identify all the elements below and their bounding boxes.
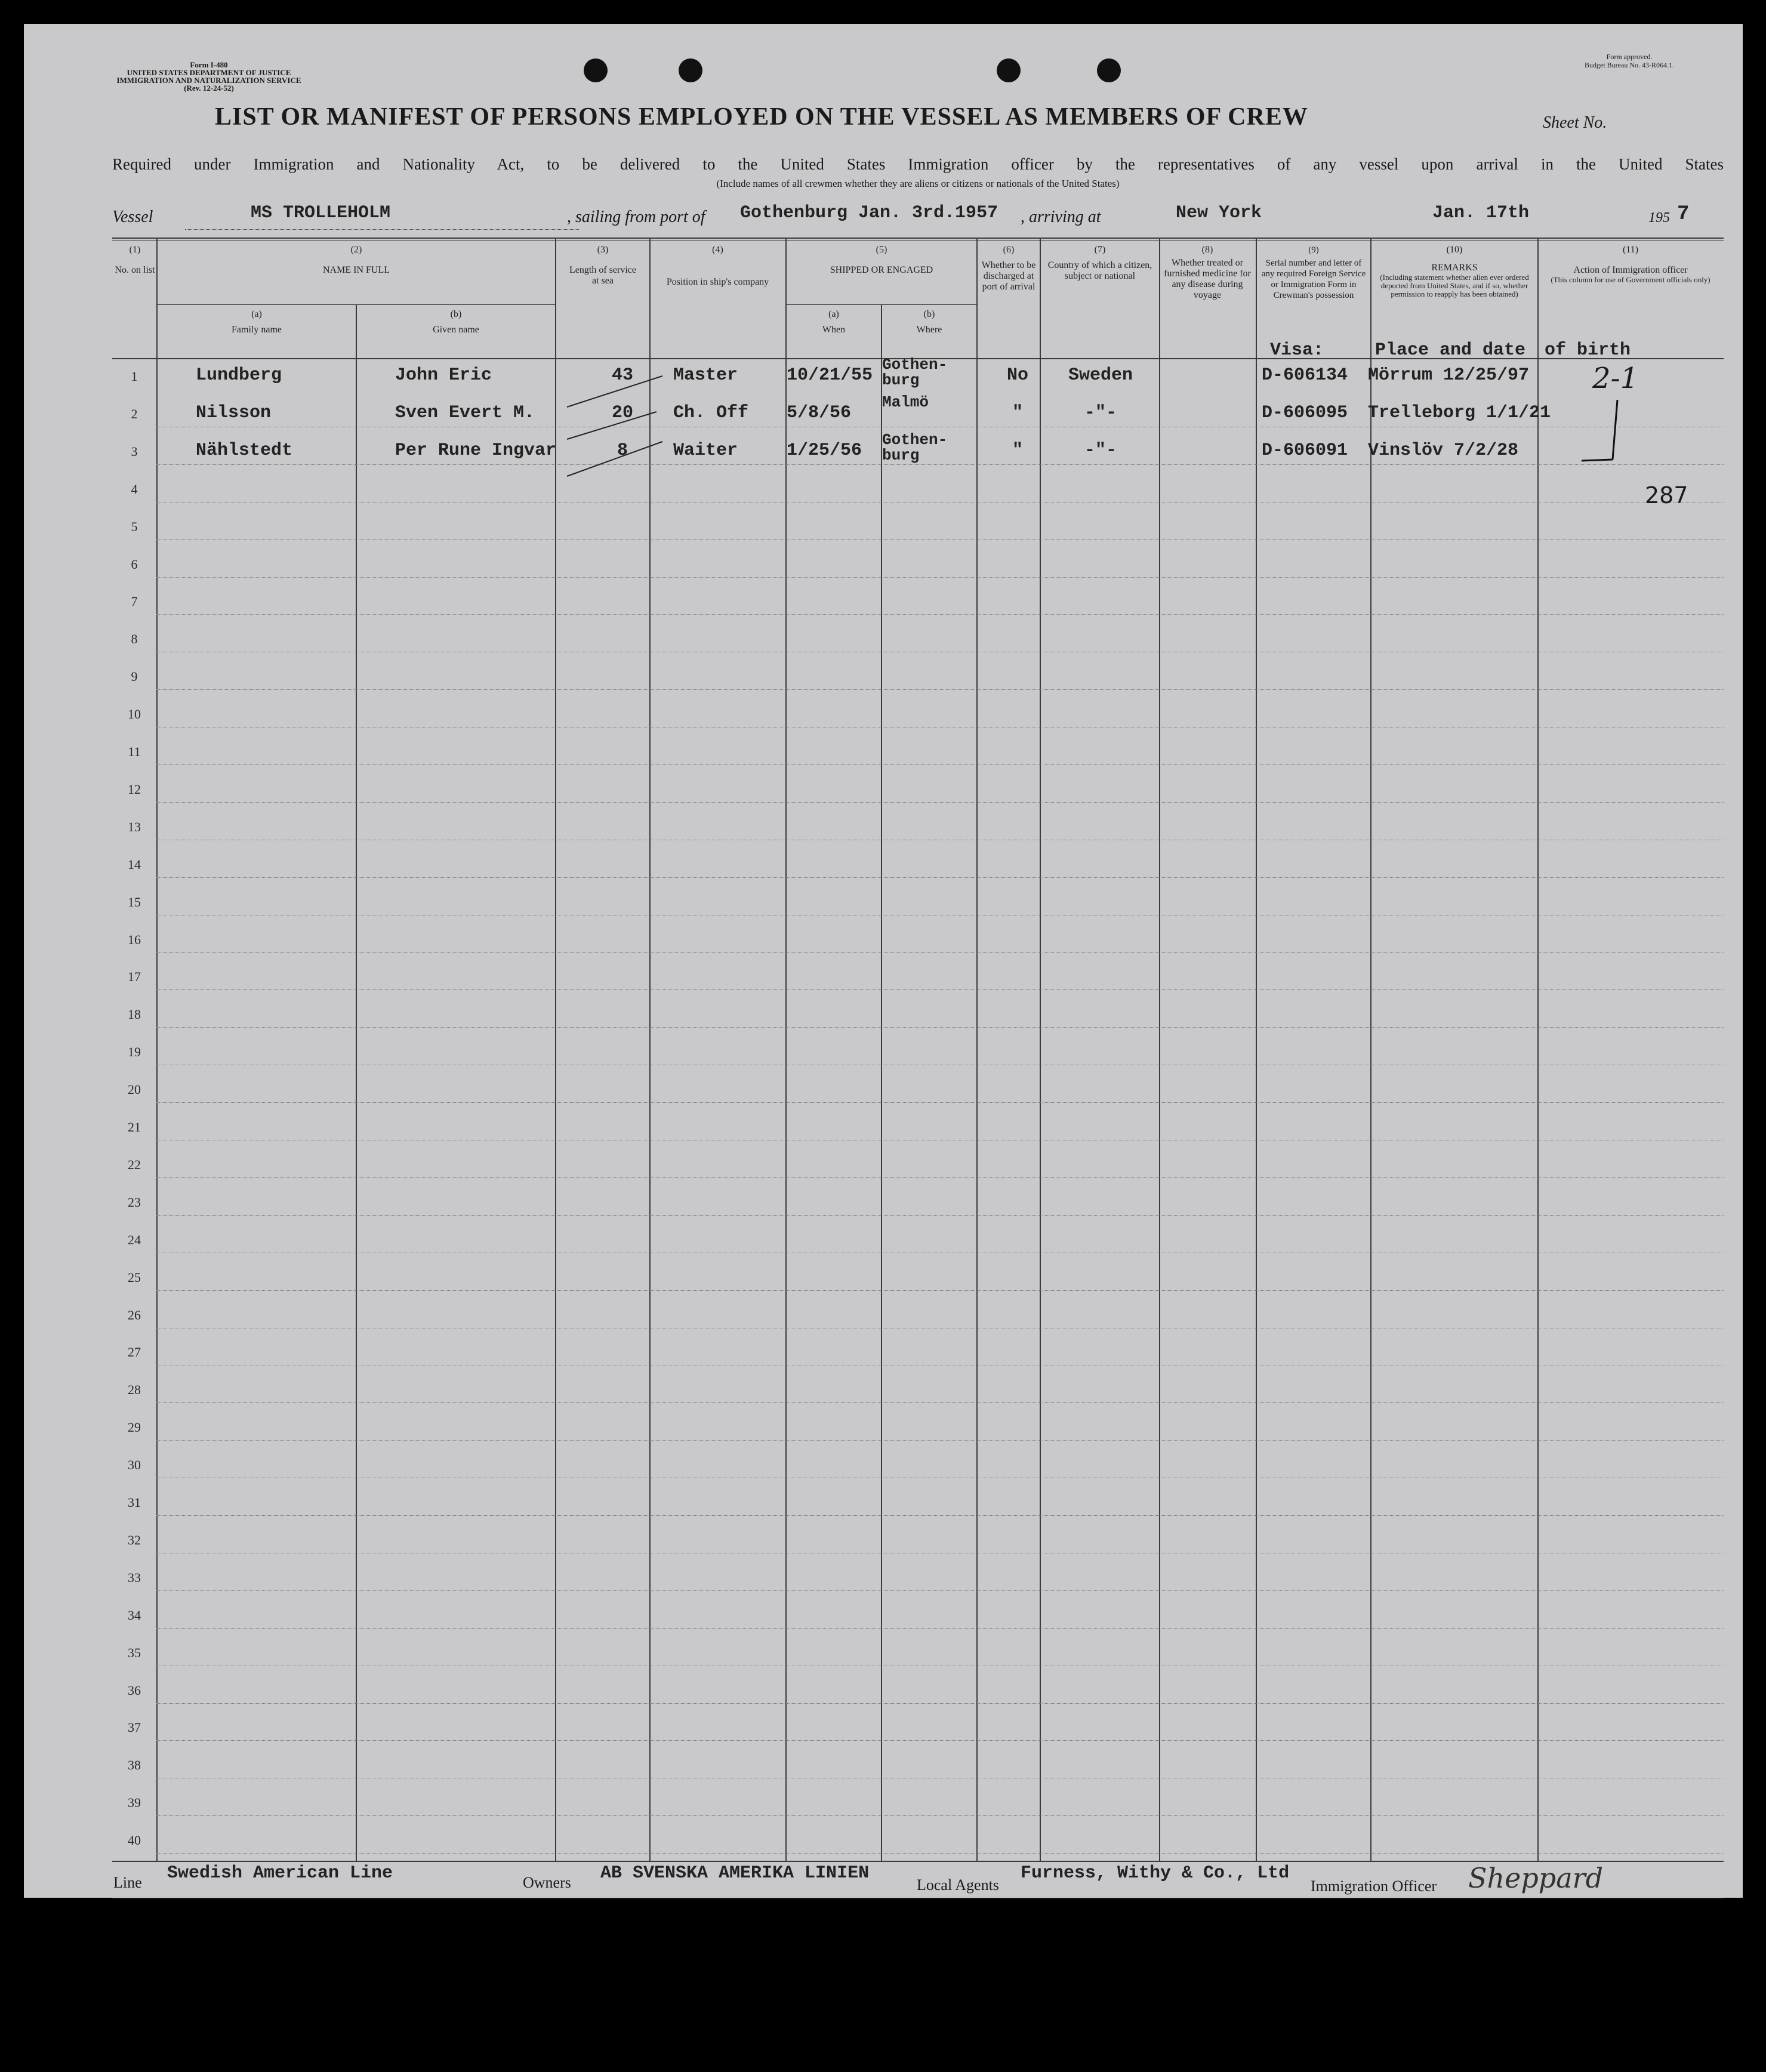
row-number: 40 [128, 1833, 141, 1848]
row-number: 14 [128, 856, 141, 872]
crew-family: Nählstedt [196, 440, 293, 461]
crew-country: -"- [1084, 440, 1117, 461]
row-number: 3 [131, 443, 138, 459]
row-number: 6 [131, 556, 138, 572]
row-rule [156, 1703, 1724, 1704]
crew-when: 1/25/56 [787, 440, 862, 461]
col-header-remarks: (10) REMARKS (Including statement whether alien ever ordered deported from United States, and if so, whether permission to reapply has been obtained) [1380, 245, 1529, 298]
crew-visa: D-606134 [1262, 365, 1348, 386]
crew-discharged: " [1012, 402, 1023, 423]
crew-country: -"- [1084, 402, 1117, 423]
crew-family: Lundberg [196, 365, 282, 386]
crew-length: 43 [611, 365, 633, 386]
col-header-treated: (8) Whether treated or furnished medicine for any disease during voyage [1164, 245, 1251, 300]
shipped-subdivider [785, 304, 976, 305]
row-number: 2 [131, 406, 138, 421]
arriving-port: New York [1176, 203, 1262, 223]
year-digit: 7 [1677, 203, 1690, 226]
row-number: 4 [131, 481, 138, 497]
crew-where: Malmö [882, 393, 929, 411]
col-header-where: (b) Where [916, 309, 942, 335]
year-prefix: 195 [1648, 210, 1670, 226]
officer-label: Immigration Officer [1311, 1877, 1437, 1895]
row-rule [156, 877, 1724, 878]
row-number: 13 [128, 819, 141, 834]
col-header-length: (3) Length of service at sea [569, 245, 636, 286]
row-rule [156, 577, 1724, 578]
row-rule [156, 1177, 1724, 1178]
page-title: LIST OR MANIFEST OF PERSONS EMPLOYED ON THE VESSEL AS MEMBERS OF CREW [215, 103, 1308, 131]
vessel-label: Vessel [112, 208, 153, 226]
row-number: 11 [128, 744, 141, 759]
crew-where: Gothen- burg [882, 430, 948, 464]
row-number: 5 [131, 519, 138, 534]
handwritten-page-number: 287 [1645, 482, 1688, 508]
line-label: Line [113, 1874, 142, 1891]
table-top-rule [112, 238, 1724, 239]
col-header-family-name: (a) Family name [232, 309, 282, 335]
agents-value: Furness, Withy & Co., Ltd [1021, 1863, 1290, 1883]
row-rule [156, 1815, 1724, 1816]
owners-label: Owners [523, 1874, 571, 1891]
row-number: 30 [128, 1457, 141, 1473]
handwritten-bracket [1576, 394, 1647, 477]
row-number: 20 [128, 1082, 141, 1097]
col-header-name: (2) NAME IN FULL [323, 245, 390, 275]
row-rule [156, 1740, 1724, 1741]
include-text: (Include names of all crewmen whether they are aliens or citizens or nationals of the United States) [716, 178, 1120, 189]
col-header-position: (4) Position in ship's company [666, 245, 769, 287]
row-number: 39 [128, 1795, 141, 1811]
col-header-action: (11) Action of Immigration officer (This column for use of Government officials only) [1551, 245, 1710, 284]
form-approval [1552, 53, 1707, 69]
col-header-discharged: (6) Whether to be discharged at port of arrival [981, 245, 1036, 292]
col-header-shipped: (5) SHIPPED OR ENGAGED [830, 245, 933, 275]
crew-given: John Eric [395, 365, 492, 386]
officer-signature: Sheppard [1468, 1862, 1604, 1894]
row-number: 29 [128, 1420, 141, 1435]
row-number: 10 [128, 707, 141, 722]
row-number: 31 [128, 1495, 141, 1510]
arrival-date: Jan. 17th [1432, 203, 1530, 223]
row-rule [156, 1853, 1724, 1854]
row-number: 8 [131, 631, 138, 647]
row-number: 23 [128, 1194, 141, 1210]
row-number: 26 [128, 1307, 141, 1322]
manifest-sheet [24, 24, 1743, 1898]
typed-header-action: of birth [1545, 340, 1631, 360]
form-service: IMMIGRATION AND NATURALIZATION SERVICE [116, 76, 301, 85]
crew-position: Waiter [673, 440, 738, 461]
col-header-when: (a) When [822, 309, 846, 335]
required-text: Required under Immigration and Nationality Act, to be delivered to the United States Immigration officer by the representatives of any vessel upon arrival in the United States [112, 155, 1724, 173]
row-number: 27 [128, 1345, 141, 1360]
crew-remarks: Mörrum 12/25/97 [1368, 365, 1530, 386]
row-rule [156, 952, 1724, 953]
form-revision: (Rev. 12-24-52) [184, 84, 234, 92]
crew-remarks: Trelleborg 1/1/21 [1368, 402, 1551, 423]
row-rule [156, 1215, 1724, 1216]
row-number: 19 [128, 1044, 141, 1060]
row-rule [156, 764, 1724, 765]
crew-length: 20 [611, 402, 633, 423]
row-rule [156, 614, 1724, 615]
form-info [107, 61, 310, 92]
row-number: 25 [128, 1269, 141, 1285]
crew-when: 10/21/55 [787, 365, 873, 386]
owners-value: AB SVENSKA AMERIKA LINIEN [600, 1863, 870, 1883]
typed-header-visa: Visa: [1270, 340, 1324, 360]
row-rule [156, 1027, 1724, 1028]
length-strike-marks [555, 370, 674, 501]
row-number: 36 [128, 1682, 141, 1698]
crew-visa: D-606091 [1262, 440, 1348, 461]
crew-position: Ch. Off [673, 402, 749, 423]
row-number: 7 [131, 594, 138, 609]
vessel-underline [185, 229, 579, 230]
crew-discharged: No [1006, 365, 1028, 386]
punch-hole [1097, 58, 1121, 82]
row-number: 17 [128, 969, 141, 985]
crew-visa: D-606095 [1262, 402, 1348, 423]
col-header-given-name: (b) Given name [433, 309, 479, 335]
row-number: 33 [128, 1570, 141, 1585]
row-number: 38 [128, 1758, 141, 1773]
crew-given: Per Rune Ingvar [395, 440, 557, 461]
row-rule [156, 1440, 1724, 1441]
row-number: 37 [128, 1720, 141, 1735]
row-number: 1 [131, 369, 138, 384]
row-number: 35 [128, 1645, 141, 1660]
row-rule [156, 1402, 1724, 1403]
row-number: 16 [128, 932, 141, 947]
budget-bureau: Budget Bureau No. 43-R064.1. [1585, 61, 1674, 69]
row-number: 24 [128, 1232, 141, 1247]
crew-family: Nilsson [196, 402, 272, 423]
row-number: 21 [128, 1120, 141, 1134]
col-header-no: (1) No. on list [115, 245, 155, 275]
row-number: 9 [131, 669, 138, 684]
crew-discharged: " [1012, 440, 1023, 461]
crew-country: Sweden [1068, 365, 1133, 386]
agents-label: Local Agents [917, 1876, 999, 1894]
crew-when: 5/8/56 [787, 402, 852, 423]
crew-position: Master [673, 365, 738, 386]
row-rule [156, 464, 1724, 465]
arriving-label: , arriving at [1021, 208, 1101, 226]
punch-hole [997, 58, 1021, 82]
row-number: 34 [128, 1607, 141, 1623]
row-rule [156, 689, 1724, 690]
name-subdivider [156, 304, 555, 305]
row-rule [156, 1628, 1724, 1629]
crew-table-body [112, 356, 1724, 1861]
crew-length: 8 [617, 440, 628, 461]
crew-where: Gothen- burg [882, 356, 948, 389]
handwritten-action-mark: 2-1 [1592, 362, 1639, 395]
row-rule [156, 989, 1724, 990]
row-number: 28 [128, 1382, 141, 1398]
row-rule [156, 539, 1724, 540]
row-number: 32 [128, 1532, 141, 1547]
row-number: 15 [128, 894, 141, 909]
row-rule [156, 1515, 1724, 1516]
sailing-label: , sailing from port of [567, 208, 705, 226]
punch-hole [679, 58, 702, 82]
row-number: 18 [128, 1007, 141, 1022]
row-rule [156, 802, 1724, 803]
form-number: Form I-480 [190, 60, 228, 69]
form-approved: Form approved. [1606, 53, 1653, 61]
row-rule [156, 1590, 1724, 1591]
line-value: Swedish American Line [167, 1863, 393, 1883]
punch-hole [584, 58, 608, 82]
sheet-number-label: Sheet No. [1543, 113, 1607, 132]
crew-given: Sven Evert M. [395, 402, 535, 423]
row-number: 22 [128, 1157, 141, 1172]
sailing-port: Gothenburg Jan. 3rd.1957 [740, 203, 998, 223]
vessel-name: MS TROLLEHOLM [251, 203, 391, 223]
col-header-country: (7) Country of which a citizen, subject or national [1047, 245, 1152, 281]
row-rule [156, 1102, 1724, 1103]
typed-header-remarks: Place and date [1375, 340, 1526, 360]
row-rule [156, 1290, 1724, 1291]
col-header-serial: (9) Serial number and letter of any required Foreign Service or Immigration Form in Crewman's possession [1261, 245, 1366, 300]
crew-remarks: Vinslöv 7/2/28 [1368, 440, 1519, 461]
row-number: 12 [128, 781, 141, 797]
form-department: UNITED STATES DEPARTMENT OF JUSTICE [127, 68, 291, 77]
